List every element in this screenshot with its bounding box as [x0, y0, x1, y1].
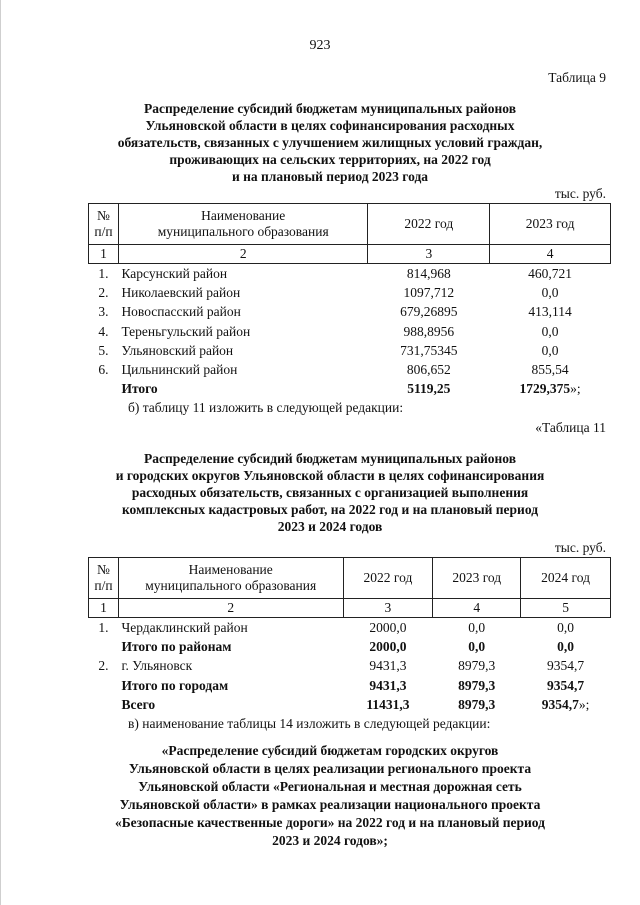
row-value-2023: 0,0 [468, 619, 486, 635]
table-total-row [89, 380, 611, 399]
table-total-row [89, 695, 611, 714]
table11-colnum: 2 [118, 599, 343, 618]
row-number: 5. [98, 342, 109, 358]
table11-title-line: комплексных кадастровых работ, на 2022 год и на плановый период [121, 502, 539, 517]
row-value-2022: 731,75345 [400, 342, 458, 358]
table9-title-line: обязательств, связанных с улучшением жилищных условий граждан, [117, 135, 543, 150]
row-value-2022: 814,968 [406, 265, 451, 281]
row-value-2023: 8979,3 [458, 677, 496, 693]
row-number [89, 637, 119, 656]
row-number: 2. [98, 658, 109, 674]
table9-title-line: проживающих на сельских территориях, на 2022 год [169, 152, 491, 167]
table-row [89, 360, 611, 379]
row-number [89, 695, 119, 714]
table9-colnum: 2 [118, 245, 368, 264]
table14-title-line: Ульяновской области в целях реализации регионального проекта [128, 761, 532, 776]
row-name: Тереньгульский район [121, 323, 251, 339]
row-value-2023: 8979,3 [458, 658, 496, 674]
table9-title-line: и на плановый период 2023 года [231, 169, 429, 184]
row-value-2022: 9431,3 [369, 677, 407, 693]
row-number: 4. [98, 323, 109, 339]
table-row [89, 283, 611, 302]
table14-title-line: Ульяновской области» в рамках реализации национального проекта [119, 797, 541, 812]
row-name: Итого по районам [121, 638, 232, 654]
table9-header-2023: 2023 год [490, 204, 611, 245]
table9-colnum: 1 [89, 245, 119, 264]
row-number: 3. [98, 304, 109, 320]
row-value-2024: 9354,7 [547, 677, 585, 693]
row-value-2022: 988,8956 [403, 323, 455, 339]
table9-body [89, 264, 611, 400]
table14-title-line: Ульяновской области «Региональная и местная дорожная сеть [138, 779, 522, 794]
row-name: Цильнинский район [121, 362, 238, 378]
row-value-2023: 0,0 [541, 323, 559, 339]
row-name: Карсунский район [121, 265, 228, 281]
table14-title-line: «Безопасные качественные дороги» на 2022 год и на плановый период [115, 815, 545, 830]
row-name: Ульяновский район [121, 342, 234, 358]
table-row [89, 322, 611, 341]
row-name: Чердаклинский район [121, 619, 248, 635]
row-value-2022: 11431,3 [366, 696, 410, 712]
table11-header-2024: 2024 год [521, 558, 611, 599]
row-value-2023: 0,0 [541, 284, 559, 300]
row-value-2022: 2000,0 [369, 638, 407, 654]
row-number: 6. [98, 362, 109, 378]
table11-title-line: и городских округов Ульяновской области в целях софинансирования [115, 468, 545, 483]
table-subtotal-row [89, 637, 611, 656]
row-value-2024: 9354,7»; [541, 696, 590, 712]
table11-title-line: расходных обязательств, связанных с организацией выполнения [131, 485, 529, 500]
table14-title-line: «Распределение субсидий бюджетам городских округов [161, 743, 499, 758]
table-subtotal-row [89, 676, 611, 695]
table9-colnum: 3 [368, 245, 490, 264]
table11-title-line: 2023 и 2024 годов [277, 519, 383, 534]
row-value-2024: 9354,7 [547, 658, 585, 674]
paragraph-v: в) наименование таблицы 14 изложить в следующей редакции: [128, 716, 491, 731]
table9-header-num: № п/п [89, 204, 119, 245]
table-row [89, 341, 611, 360]
table11-header-2022: 2022 год [343, 558, 433, 599]
table-row [89, 657, 611, 676]
row-number: 1. [98, 619, 109, 635]
table11-header-2023: 2023 год [433, 558, 521, 599]
table11-units: тыс. руб. [554, 540, 606, 555]
table11-colnum: 5 [521, 599, 611, 618]
row-value-2023: 855,54 [531, 362, 569, 378]
table14-title [60, 742, 600, 850]
table14-title-line: 2023 и 2024 годов»; [272, 833, 388, 848]
row-value-2023: 413,114 [528, 304, 572, 320]
row-name: г. Ульяновск [121, 658, 193, 674]
row-value-2022: 806,652 [406, 362, 451, 378]
table11-title [60, 450, 600, 535]
total-label: Итого [121, 381, 158, 397]
table11-title-line: Распределение субсидий бюджетам муниципальных районов [143, 451, 517, 466]
table9-units: тыс. руб. [554, 186, 606, 201]
row-number: 1. [98, 265, 109, 281]
table11-colnum: 1 [89, 599, 119, 618]
paragraph-b: б) таблицу 11 изложить в следующей редакции: [128, 400, 404, 415]
table9-title-line: Распределение субсидий бюджетам муниципальных районов [143, 101, 517, 116]
scan-edge [0, 0, 1, 905]
table11-body [89, 618, 611, 715]
row-name: Николаевский район [121, 284, 241, 300]
row-value-2024: 0,0 [557, 619, 574, 635]
row-value-2023: 8979,3 [458, 696, 496, 712]
table-row [89, 303, 611, 322]
row-number: 2. [98, 284, 109, 300]
table-row [89, 264, 611, 284]
table9-title [60, 100, 600, 185]
table11-colnum: 4 [433, 599, 521, 618]
row-value-2022: 9431,3 [369, 658, 407, 674]
row-name: Всего [121, 696, 156, 712]
table9 [88, 203, 611, 399]
table9-header-2022: 2022 год [368, 204, 490, 245]
table11-header-num: № п/п [89, 558, 119, 599]
row-value-2023: 0,0 [468, 638, 486, 654]
row-value-2022: 2000,0 [369, 619, 407, 635]
table11 [88, 557, 611, 714]
table9-colnum: 4 [490, 245, 611, 264]
row-value-2023: 460,721 [528, 265, 573, 281]
row-name: Новоспасский район [121, 304, 241, 320]
table-row [89, 618, 611, 638]
row-name: Итого по городам [121, 677, 229, 693]
row-value-2022: 1097,712 [403, 284, 455, 300]
table9-label: Таблица 9 [548, 70, 606, 85]
table11-colnum: 3 [343, 599, 433, 618]
total-value-2022: 5119,25 [407, 381, 451, 397]
row-value-2022: 679,26895 [400, 304, 458, 320]
table11-label: «Таблица 11 [535, 420, 606, 435]
table9-header-name: Наименование муниципального образования [118, 204, 368, 245]
page-number: 923 [309, 38, 331, 53]
row-value-2024: 0,0 [557, 638, 574, 654]
total-value-2023: 1729,375»; [519, 381, 581, 397]
table11-header-name: Наименование муниципального образования [118, 558, 343, 599]
table9-title-line: Ульяновской области в целях софинансирования расходных [145, 118, 515, 133]
row-number [89, 676, 119, 695]
row-value-2023: 0,0 [541, 342, 559, 358]
